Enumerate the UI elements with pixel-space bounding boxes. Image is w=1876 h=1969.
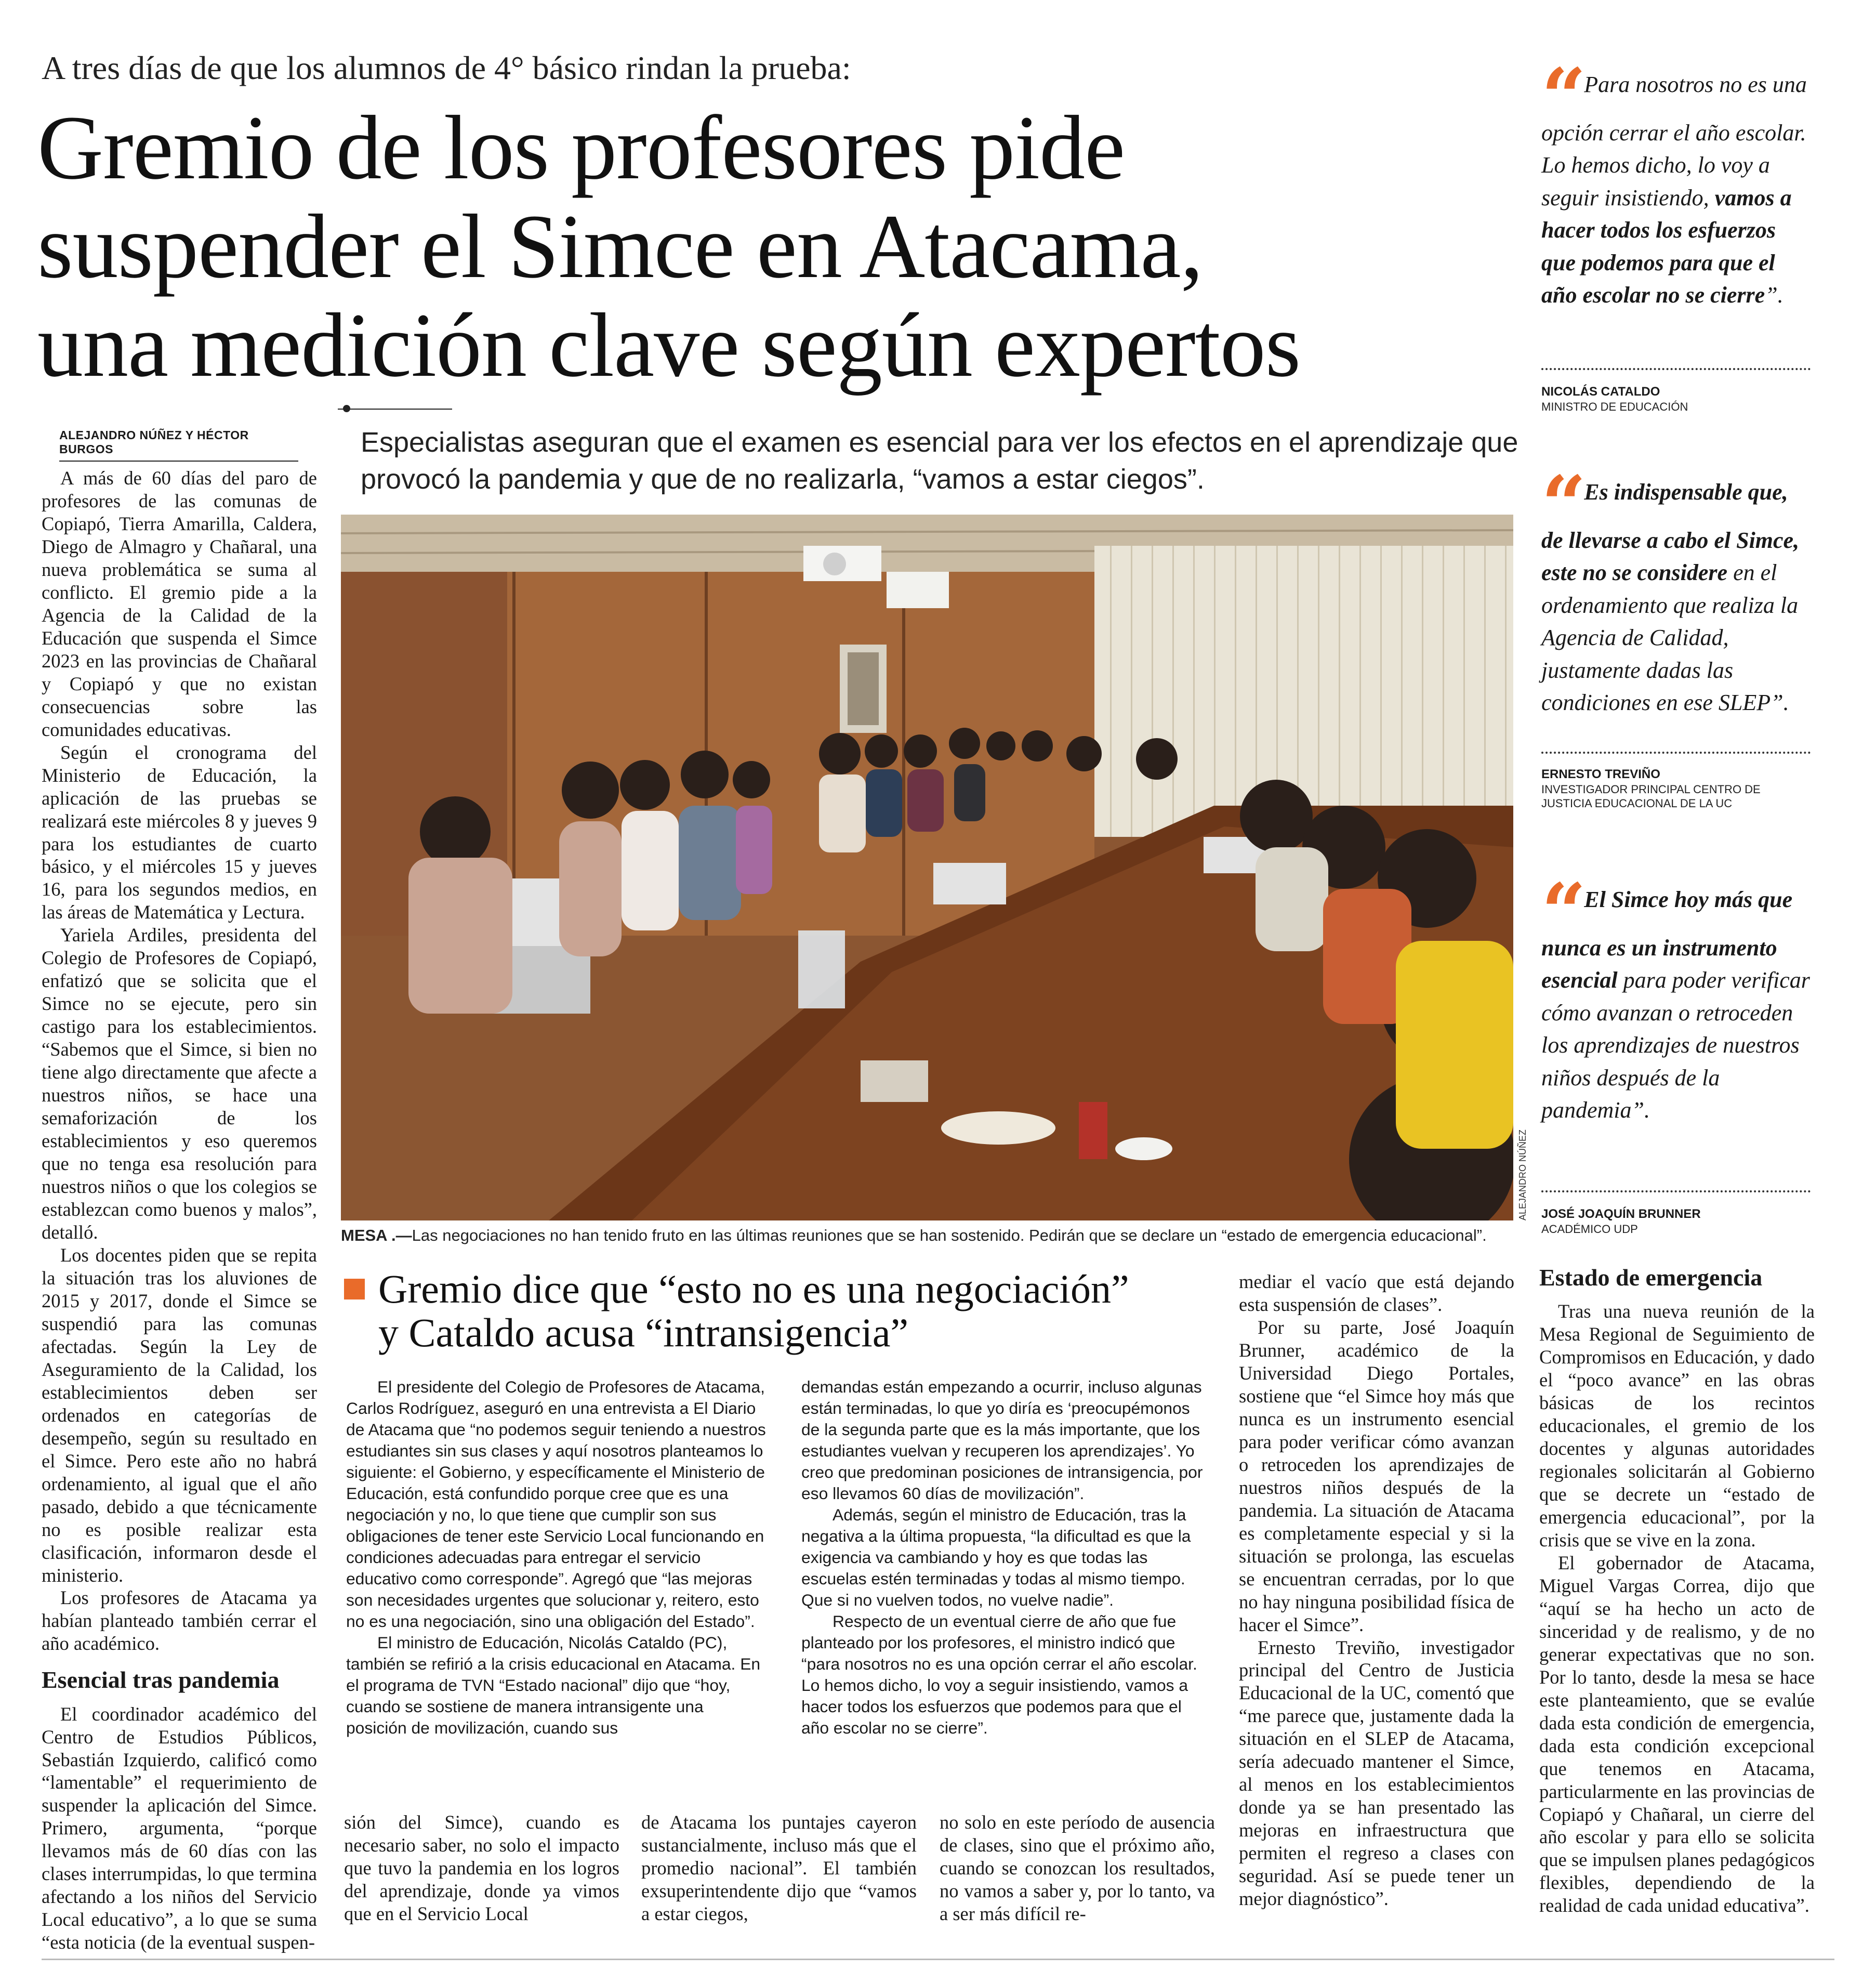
paragraph: mediar el vacío que está dejando esta suspensión de clases”. [1239,1271,1514,1315]
paragraph: El gobernador de Atacama, Miguel Vargas Correa, dijo que “aquí se ha hecho un acto de sinceridad y de realismo, y de no generar expectativas que no son. Por lo tanto, desde la mesa se hace este planteamiento, que se evalúe dada esta condición de emergencia, dada esta condición excepcional que tenemos en Atacama, particularmente en las provincias de Copiapó y Chañaral, un cierre del año escolar y para ello se solicita que se impulsen planes pedagógicos flexibles, dependiendo de la realidad de cada unidad educativa”. [1539,1552,1815,1917]
sans-column-2 [801,1376,1212,1739]
quote-divider [1541,752,1811,754]
photo-credit: ALEJANDRO NÚÑEZ [1517,1129,1528,1220]
pull-quote-1: “ Para nosotros no es una opción cerrar el año escolar. Lo hemos dicho, lo voy a seguir insistiendo, vamos a hacer todos los esfuerzos que podemos para que el año escolar no se cierre”. [1541,51,1807,308]
headline-line-3: una medición clave según expertos [37,295,1301,397]
photo-caption [341,1226,1515,1245]
column-5 [1539,1263,1815,1917]
subhead-line-2: y Cataldo acusa “intransigencia” [378,1310,909,1356]
meeting-photo [341,515,1513,1220]
headline [37,99,1524,395]
paragraph: no solo en este período de ausencia de clases, sino que el próximo año, cuando se conozcan los resultados, no vamos a saber y, por lo tanto, va a ser más difícil re- [940,1812,1215,1924]
sans-column-1 [346,1376,767,1739]
column-4 [1239,1270,1514,1910]
subhead-line-1: Gremio dice que “esto no es una negociación” [378,1266,1129,1311]
paragraph: El ministro de Educación, Nicolás Cataldo (PC), también se refirió a la crisis educacional en Atacama. En el programa de TVN “Estado nacional” dijo que “hoy, cuando se sostiene de manera intransigente una posición de movilización, cuando sus [346,1633,761,1738]
bottom-column-a [344,1811,619,1925]
headline-line-1: Gremio de los profesores pide [37,97,1125,199]
paragraph: Ernesto Treviño, investigador principal del Centro de Justicia Educacional de la UC, comentó que “me parece que, justamente dada la situación en el SLEP de Atacama, sería adecuado mantener el Simce, al menos en los establecimientos donde ya se han presentado las mejoras en infraestructura que permiten el regreso a clases con seguridad. Así se puede tener un mejor diagnóstico”. [1239,1636,1514,1910]
quote-mark-icon: “ [1541,867,1580,958]
quote-author-role: INVESTIGADOR PRINCIPAL CENTRO DE JUSTICIA EDUCACIONAL DE LA UC [1541,783,1761,810]
paragraph: Los profesores de Atacama ya habían planteado también cerrar el año académico. [42,1587,317,1655]
paragraph: Según el cronograma del Ministerio de Educación, la aplicación de las pruebas se realizará este miércoles 8 y jueves 9 para los estudiantes de cuarto básico, y el miércoles 15 y jueves 16, para los segundos medios, en las áreas de Matemática y Lectura. [42,741,317,923]
quote-divider [1541,368,1811,370]
byline: ALEJANDRO NÚÑEZ Y HÉCTOR BURGOS [59,428,298,462]
paragraph: Además, según el ministro de Educación, tras la negativa a la última propuesta, “la dificultad es que la exigencia va cambiando y hoy es que todas las escuelas estén terminadas y todas al mismo tiempo. Que si no vuelven todos, no vuelve nadie”. [801,1505,1191,1610]
quote-divider [1541,1190,1811,1192]
subhead-square-icon [344,1279,365,1299]
caption-text: Las negociaciones no han tenido fruto en las últimas reuniones que se han sostenido. Pedirán que se declare un “estado de emergencia educacional”. [412,1226,1487,1244]
caption-label: MESA .— [341,1226,412,1244]
paragraph: sión del Simce), cuando es necesario saber, no solo el impacto que tuvo la pandemia en los logros del aprendizaje, donde ya vimos que en el Servicio Local [344,1812,619,1924]
deck-rule-dot [343,405,350,412]
paragraph: A más de 60 días del paro de profesores de las comunas de Copiapó, Tierra Amarilla, Caldera, Diego de Almagro y Chañaral, una nueva problemática se suma al conflicto. El gremio pide a la Agencia de la Calidad de la Educación que suspenda el Simce 2023 en las provincias de Chañaral y Copiapó y que no existan consecuencias sobre las comunidades educativas. [42,467,317,740]
headline-line-2: suspender el Simce en Atacama, [37,196,1203,298]
quote-author-role: MINISTRO DE EDUCACIÓN [1541,400,1688,413]
bottom-column-b [641,1811,917,1925]
paragraph: El coordinador académico del Centro de Estudios Públicos, Sebastián Izquierdo, calificó como “lamentable” el requerimiento de suspender la aplicación del Simce. Primero, argumenta, “porque llevamos más de 60 días con las clases interrumpidas, lo que termina afectando a los niños del Servicio Local educativo”, a lo que se suma “esta noticia (de la eventual suspen- [42,1703,317,1953]
pull-quote-2: “ Es indispensable que, de llevarse a cabo el Simce, este no se considere en el ordenamiento que realiza la Agencia de Calidad, justamente dadas las condiciones en ese SLEP”. [1541,459,1800,716]
paragraph: Yariela Ardiles, presidenta del Colegio de Profesores de Copiapó, enfatizó que se solicita que el Simce no se ejecute, pero sin castigo para los establecimientos. “Sabemos que el Simce, si bien no tiene algo directamente que afecte a nuestros niños, se hace una semaforización de los establecimientos y eso queremos que no tenga esa resolución para nuestros niños o que los colegios se establezcan como buenos y malos”, detalló. [42,924,317,1243]
bottom-column-c [940,1811,1215,1925]
kicker: A tres días de que los alumnos de 4° básico rindan la prueba: [42,49,851,86]
pull-quote-3: “ El Simce hoy más que nunca es un instrumento esencial para poder verificar cómo avanzan o retroceden los aprendizajes de nuestros niños después de la pandemia”. [1541,867,1810,1123]
paragraph: Los docentes piden que se repita la situación tras los aluviones de 2015 y 2017, donde el Simce se suspendió para las comunas afectadas. Según la Ley de Aseguramiento de la Calidad, los establecimientos deben ser ordenados en categorías de desempeño, según su resultado en el Simce. Pero este año no habrá ordenamiento, al igual que el año pasado, debido a que técnicamente no es posible realizar esta clasificación, informaron desde el ministerio. [42,1244,317,1586]
left-column [42,467,317,1954]
paragraph: Respecto de un eventual cierre de año que fue planteado por los profesores, el ministro indicó que “para nosotros no es una opción cerrar el año escolar. Lo hemos dicho, lo voy a seguir insistiendo, vamos a hacer todos los esfuerzos que podemos para que el año escolar no se cierre”. [801,1612,1197,1738]
subhead [378,1267,1210,1355]
quote-author: ERNESTO TREVIÑO [1541,767,1660,781]
quote-author: NICOLÁS CATALDO [1541,385,1660,399]
quote-author: JOSÉ JOAQUÍN BRUNNER [1541,1207,1701,1221]
page-bottom-rule [42,1959,1834,1960]
quote-mark-icon: “ [1541,459,1580,550]
paragraph: Tras una nueva reunión de la Mesa Regional de Seguimiento de Compromisos en Educación, y dado el “poco avance” en las obras básicas de los recintos educacionales, el gremio de los docentes y algunas autoridades regionales solicitarán al Gobierno que se decrete un “estado de emergencia educacional”, por la crisis que se vive en la zona. [1539,1301,1815,1551]
deck: Especialistas aseguran que el examen es esencial para ver los efectos en el aprendizaje que provocó la pandemia y que de no realizarla, “vamos a estar ciegos”. [361,427,1518,495]
paragraph: demandas están empezando a ocurrir, incluso algunas están terminadas, lo que yo diría es ‘preocupémonos de la segunda parte que es la más importante, que los estudiantes vuelvan y recuperen los aprendizajes’. Yo creo que predominan posiciones de intransigencia, por eso llevamos 60 días de movilización”. [801,1377,1203,1503]
quote-author-role: ACADÉMICO UDP [1541,1223,1638,1236]
paragraph: de Atacama los puntajes cayeron sustancialmente, incluso más que el promedio nacional”. El también exsuperintendente dijo que “vamos a estar ciegos, [641,1812,917,1924]
paragraph: Por su parte, José Joaquín Brunner, académico de la Universidad Diego Portales, sostiene que “el Simce hoy más que nunca es un instrumento esencial para poder verificar cómo avanzan o retroceden los aprendizajes de nuestros niños después de la pandemia. La situación de Atacama es completamente especial y si la situación se prolonga, las escuelas se encuentran cerradas, por lo que no hay ninguna posibilidad física de hacer el Simce”. [1239,1316,1514,1635]
quote-mark-icon: “ [1541,51,1580,143]
section-heading: Esencial tras pandemia [42,1666,280,1694]
paragraph: El presidente del Colegio de Profesores de Atacama, Carlos Rodríguez, aseguró en una entrevista a El Diario de Atacama que “no podemos seguir teniendo a nuestros estudiantes sin sus clases y aquí nosotros planteamos lo siguiente: el Gobierno, y específicamente el Ministerio de Educación, está confundido porque cree que es una negociación y no, lo que tiene que cumplir son sus obligaciones de tener este Servicio Local funcionando en condiciones adecuadas para entregar el servicio educativo como corresponde”. Agregó que “las mejoras son necesidades urgentes que solucionar y, reitero, esto no es una negociación, sino una obligación del Estado”. [346,1377,766,1631]
section-heading: Estado de emergencia [1539,1264,1763,1291]
deck-rule [338,409,452,410]
